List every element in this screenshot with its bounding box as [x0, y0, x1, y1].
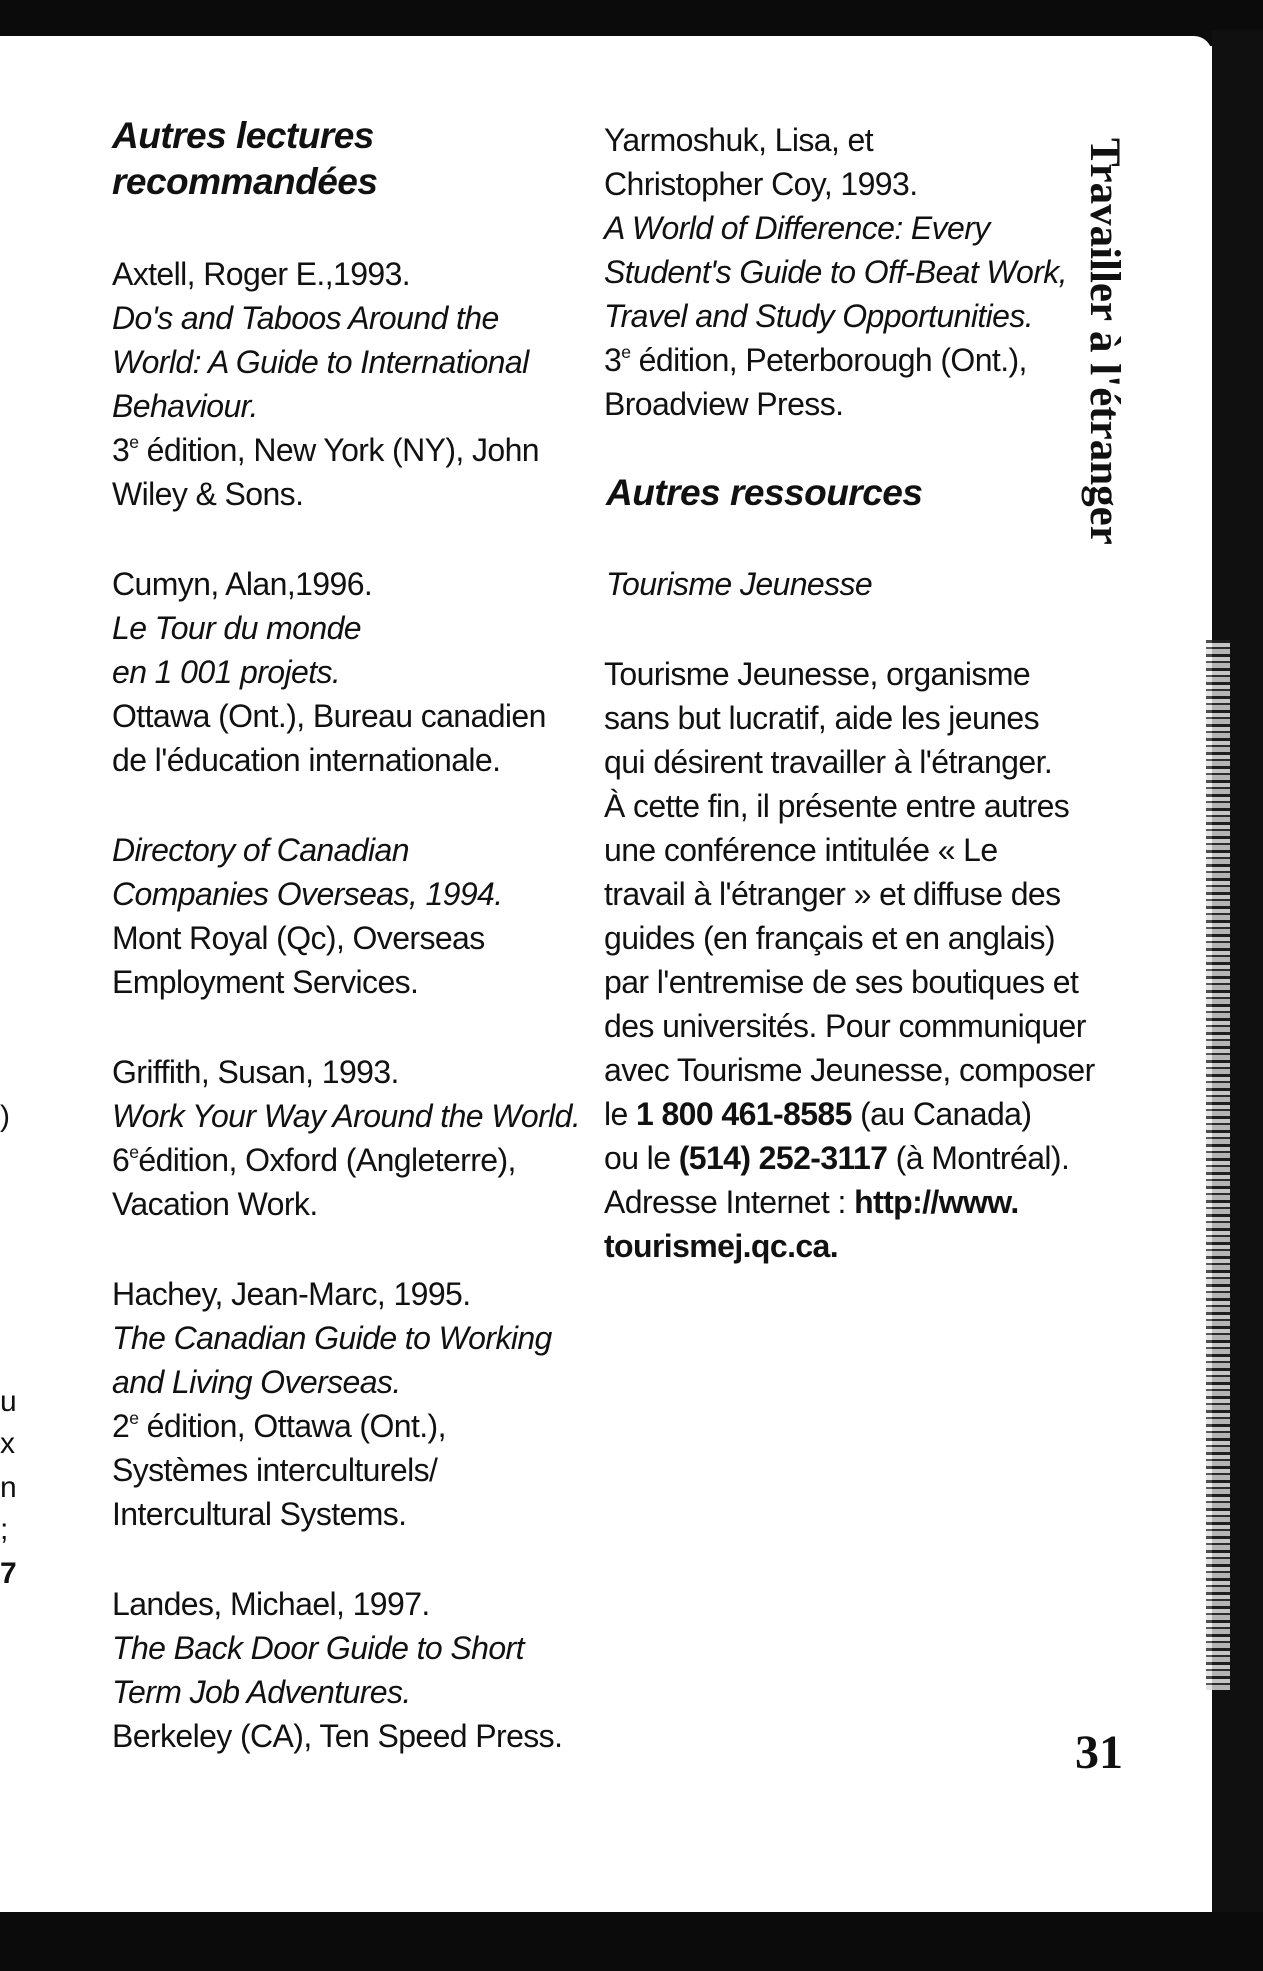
reference-publisher: Broadview Press. [604, 386, 844, 422]
resource-subheading: Tourisme Jeunesse [606, 566, 873, 602]
edition-number: 3 [112, 432, 130, 468]
resource-paragraph [604, 652, 1095, 1268]
reference-title: Do's and Taboos Around the [112, 300, 499, 336]
website-link[interactable]: tourismej.qc.ca [604, 1228, 830, 1264]
edition-superscript: e [129, 431, 139, 452]
website-link[interactable]: http://www. [854, 1184, 1019, 1220]
reference-entry [112, 1050, 580, 1226]
reference-publisher: Ottawa (Ont.), Bureau canadien [112, 698, 546, 734]
reference-publisher [112, 1404, 552, 1448]
paragraph-text: le [604, 1096, 636, 1132]
reference-publisher: Employment Services. [112, 964, 419, 1000]
paragraph-text: (au Canada) [851, 1096, 1032, 1132]
reference-author: Yarmoshuk, Lisa, et [604, 122, 874, 158]
paragraph-line: sans but lucratif, aide les jeunes [604, 700, 1039, 736]
edition-number: 3 [604, 342, 622, 378]
page-number: 31 [1075, 1726, 1123, 1779]
paragraph-line: travail à l'étranger » et diffuse des [604, 876, 1061, 912]
paragraph-line [604, 1136, 1095, 1180]
publisher-text: édition, Ottawa (Ont.), [138, 1408, 446, 1444]
publisher-text: édition, New York (NY), John [138, 432, 539, 468]
paragraph-line [604, 1180, 1095, 1224]
edition-number: 2 [112, 1408, 130, 1444]
reference-title: A World of Difference: Every [604, 210, 990, 246]
reference-title: Travel and Study Opportunities. [604, 298, 1034, 334]
margin-glyph: n [0, 1471, 17, 1504]
paragraph-text: (à Montréal). [887, 1140, 1070, 1176]
reference-title: en 1 001 projets. [112, 654, 341, 690]
reference-title: Term Job Adventures. [112, 1674, 411, 1710]
paragraph-line: des universités. Pour communiquer [604, 1008, 1086, 1044]
heading-line: Autres lectures [112, 115, 374, 156]
edition-superscript: e [129, 1141, 139, 1162]
paragraph-line: guides (en français et en anglais) [604, 920, 1055, 956]
side-title: Travailler à l'étranger [1081, 138, 1128, 545]
margin-glyph: ) [0, 1100, 10, 1133]
paragraph-text: ou le [604, 1140, 679, 1176]
phone-number-montreal[interactable]: (514) 252-3117 [678, 1140, 888, 1176]
edition-superscript: e [129, 1407, 139, 1428]
section-heading-readings [112, 113, 377, 205]
reference-title: Work Your Way Around the World. [112, 1098, 581, 1134]
phone-number-canada[interactable]: 1 800 461-8585 [636, 1096, 852, 1132]
publisher-text: édition, Peterborough (Ont.), [630, 342, 1027, 378]
margin-glyph: x [0, 1427, 15, 1460]
reference-title: World: A Guide to International [112, 344, 529, 380]
paragraph-line [604, 1224, 1095, 1268]
paragraph-text: Adresse Internet : [604, 1184, 855, 1220]
reference-publisher [112, 428, 539, 472]
reference-entry [112, 1272, 552, 1536]
reference-publisher: Intercultural Systems. [112, 1496, 407, 1532]
reference-author: Axtell, Roger E.,1993. [112, 256, 411, 292]
reference-entry [112, 252, 539, 516]
paragraph-line: qui désirent travailler à l'étranger. [604, 744, 1053, 780]
reference-publisher: Wiley & Sons. [112, 476, 304, 512]
reference-publisher: de l'éducation internationale. [112, 742, 501, 778]
paragraph-line: À cette fin, il présente entre autres [604, 788, 1070, 824]
reference-publisher [112, 1138, 580, 1182]
section-heading-resources: Autres ressources [606, 472, 923, 513]
reference-author: Christopher Coy, 1993. [604, 166, 918, 202]
paragraph-line: par l'entremise de ses boutiques et [604, 964, 1079, 1000]
paragraph-line: avec Tourisme Jeunesse, composer [604, 1052, 1095, 1088]
reference-entry [604, 118, 1067, 426]
reference-publisher [604, 338, 1067, 382]
reference-title: and Living Overseas. [112, 1364, 401, 1400]
reference-author: Cumyn, Alan,1996. [112, 566, 373, 602]
reference-title: Student's Guide to Off-Beat Work, [604, 254, 1067, 290]
reference-author: Hachey, Jean-Marc, 1995. [112, 1276, 471, 1312]
margin-glyph: 7 [0, 1557, 17, 1590]
reference-title: Behaviour. [112, 388, 258, 424]
reference-title: Le Tour du monde [112, 610, 361, 646]
edition-superscript: e [621, 341, 631, 362]
reference-publisher: Systèmes interculturels/ [112, 1452, 438, 1488]
margin-glyph: u [0, 1385, 17, 1418]
paragraph-line: une conférence intitulée « Le [604, 832, 998, 868]
reference-title: The Back Door Guide to Short [112, 1630, 524, 1666]
reference-publisher: Vacation Work. [112, 1186, 318, 1222]
paragraph-line: Tourisme Jeunesse, organisme [604, 656, 1031, 692]
reference-author: Griffith, Susan, 1993. [112, 1054, 399, 1090]
reference-entry [112, 828, 503, 1004]
paragraph-line [604, 1092, 1095, 1136]
reference-title: Companies Overseas, 1994. [112, 876, 503, 912]
paragraph-text: . [829, 1228, 839, 1264]
margin-glyph: ; [0, 1513, 9, 1546]
reference-publisher: Berkeley (CA), Ten Speed Press. [112, 1718, 563, 1754]
reference-entry [112, 562, 546, 782]
heading-line: recommandées [112, 161, 378, 202]
reference-publisher: Mont Royal (Qc), Overseas [112, 920, 485, 956]
publisher-text: édition, Oxford (Angleterre), [138, 1142, 516, 1178]
reference-author: Landes, Michael, 1997. [112, 1586, 430, 1622]
reference-entry [112, 1582, 562, 1758]
edition-number: 6 [112, 1142, 130, 1178]
scan-speckle [1206, 640, 1230, 1690]
reference-title: Directory of Canadian [112, 832, 409, 868]
reference-title: The Canadian Guide to Working [112, 1320, 552, 1356]
scan-border-bottom [0, 1912, 1263, 1971]
